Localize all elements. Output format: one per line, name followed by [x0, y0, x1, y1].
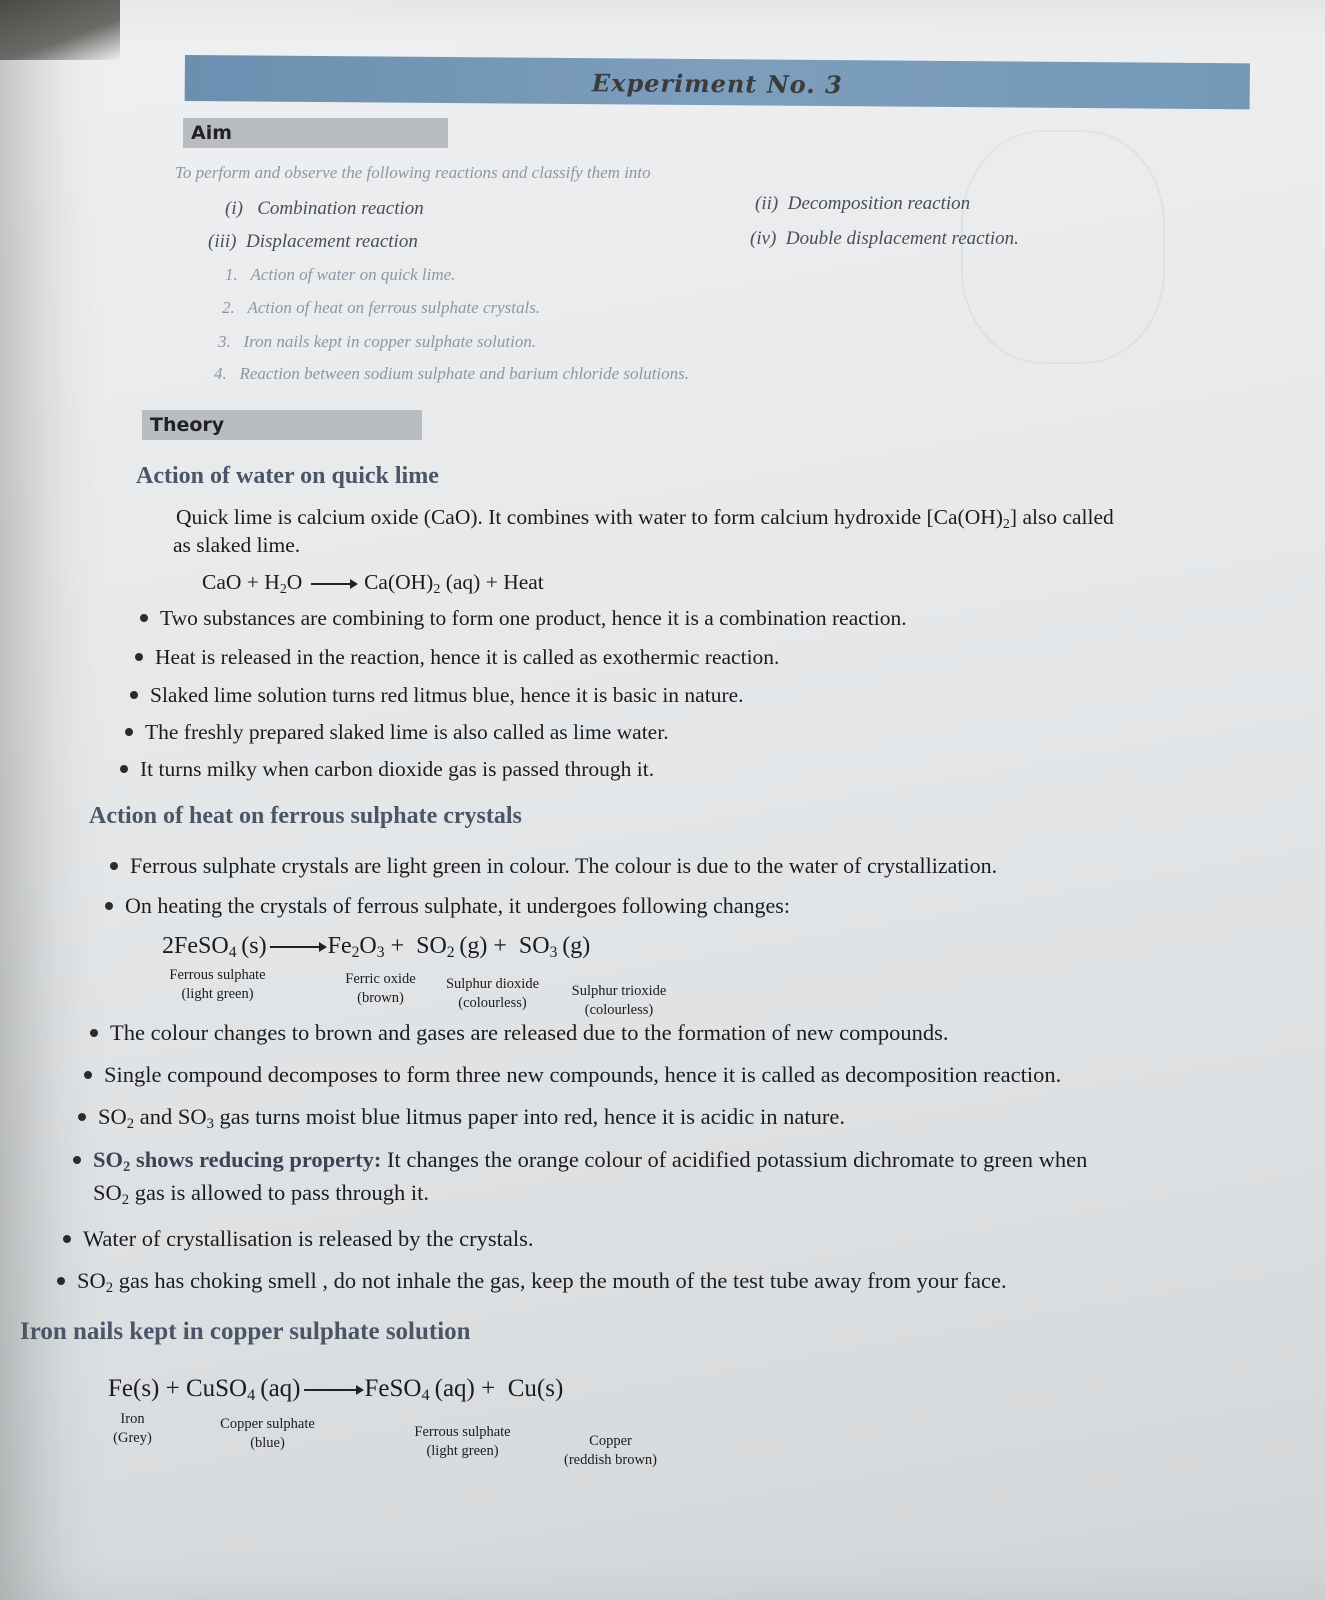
label-ferric-oxide: Ferric oxide (brown) — [345, 971, 416, 1006]
ferrous-bullet-4: Single compound decomposes to form three new compounds, hence it is called as decomposition reaction. — [84, 1062, 1061, 1088]
ferrous-bullet-reducing-line2: $SO_2$ gas is allowed to pass through it. — [93, 1180, 430, 1208]
reaction-arrow — [311, 583, 356, 585]
ferrous-bullet-2: On heating the crystals of ferrous sulphate, it undergoes following changes: — [105, 893, 790, 919]
aim-reaction-3: 3. Iron nails kept in copper sulphate solution. — [218, 332, 537, 351]
ferrous-bullet-1: Ferrous sulphate crystals are light green in colour. The colour is due to the water of crystallization. — [110, 853, 997, 879]
quicklime-heading: Action of water on quick lime — [136, 463, 439, 489]
iron-nails-heading: Iron nails kept in copper sulphate solution — [20, 1318, 471, 1345]
aim-reaction-2: 2. Action of heat on ferrous sulphate crystals. — [222, 298, 541, 317]
label-sulphur-trioxide: Sulphur trioxide (colourless) — [571, 983, 667, 1018]
aim-heading: Aim — [183, 118, 448, 148]
ferrous-bullet-water: Water of crystallisation is released by the crystals. — [63, 1226, 534, 1252]
aim-type-3: (iii) Displacement reaction — [208, 231, 418, 252]
label-copper: Copper (reddish brown) — [563, 1433, 658, 1468]
ferrous-bullet-choking: $SO_2$ gas has choking smell , do not inhale the gas, keep the mouth of the test tube away from your face. — [57, 1268, 1007, 1294]
page-corner-shadow — [0, 0, 120, 60]
ferrous-sulphate-heading: Action of heat on ferrous sulphate crystals — [89, 803, 522, 829]
label-copper-sulphate: Copper sulphate (blue) — [220, 1416, 315, 1451]
quicklime-paragraph-line1: Quick lime is calcium oxide (CaO). It combines with water to form calcium hydroxide $[Ca(OH)_2]$ also called — [176, 505, 1114, 532]
theory-heading: Theory — [142, 410, 422, 440]
experiment-title: Experiment No. 3 — [591, 68, 843, 100]
label-ferrous-sulphate: Ferrous sulphate (light green) — [169, 967, 266, 1002]
quicklime-equation: CaO + $H_2O$ $Ca(OH)_2$ (aq) + Heat — [202, 570, 544, 597]
aim-type-1: (i) Combination reaction — [225, 198, 424, 219]
label-sulphur-dioxide: Sulphur dioxide (colourless) — [445, 976, 540, 1011]
quicklime-bullet-3: Slaked lime solution turns red litmus blue, hence it is basic in nature. — [130, 683, 744, 708]
quicklime-bullet-4: The freshly prepared slaked lime is also called as lime water. — [125, 720, 669, 745]
aim-reaction-4: 4. Reaction between sodium sulphate and barium chloride solutions. — [214, 364, 690, 383]
experiment-header-banner — [185, 55, 1250, 109]
ferrous-decomposition-equation: 2FeSO$_4$ (s) $Fe_2O_3 + SO_2$ $(g) + SO_3$ (g) — [162, 933, 591, 961]
aim-reaction-1: 1. Action of water on quick lime. — [225, 265, 456, 284]
ferrous-bullet-3: The colour changes to brown and gases are released due to the formation of new compounds. — [90, 1020, 948, 1046]
quicklime-bullet-1: Two substances are combining to form one product, hence it is a combination reaction. — [140, 606, 907, 631]
quicklime-paragraph-line2: as slaked lime. — [173, 533, 301, 557]
ferrous-bullet-reducing: $SO_2$ shows reducing property: It changes the orange colour of acidified potassium dichromate to green when — [73, 1147, 1087, 1173]
iron-displacement-equation: Fe(s) + CuSO$_4$ (aq) FeSO$_4$ (aq) + Cu(s) — [108, 1375, 564, 1404]
quicklime-bullet-5: It turns milky when carbon dioxide gas is passed through it. — [120, 757, 654, 782]
label-iron: Iron (Grey) — [113, 1411, 152, 1446]
label-ferrous-sulphate-product: Ferrous sulphate (light green) — [414, 1424, 511, 1459]
aim-intro: To perform and observe the following reactions and classify them into — [175, 163, 651, 182]
ferrous-bullet-5: $SO_2$ and $SO_3$ gas turns moist blue litmus paper into red, hence it is acidic in nature. — [78, 1104, 845, 1130]
aim-type-2: (ii) Decomposition reaction — [755, 193, 971, 214]
aim-type-4: (iv) Double displacement reaction. — [750, 228, 1019, 249]
quicklime-bullet-2: Heat is released in the reaction, hence it is called as exothermic reaction. — [135, 645, 779, 670]
